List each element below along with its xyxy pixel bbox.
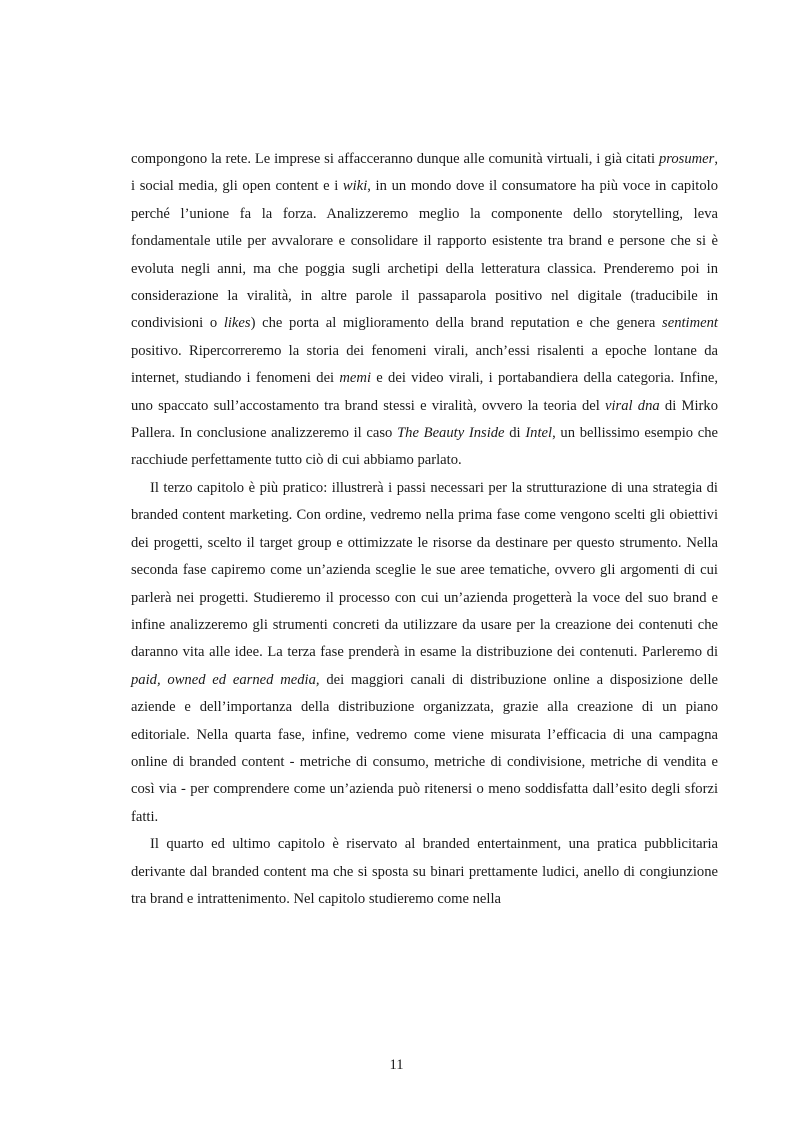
italic-text: sentiment	[662, 315, 718, 332]
text-run: , un bellissimo esempio che racchiude perfettamente tutto ciò di cui abbiamo parlato.	[131, 425, 718, 469]
text-run: di Mirko Pallera. In conclusione analizzeremo il caso	[131, 397, 718, 442]
italic-text: viral dna	[605, 397, 660, 414]
italic-text: Intel	[525, 425, 553, 442]
text-run: Il quarto ed ultimo capitolo è riservato al branded entertainment, una pratica pubblicitaria derivante dal branded content ma che si sposta su binari prettamente ludici, anello di congiunzione tra brand e intrattenimento. Nel capitolo studieremo come nella	[131, 836, 718, 907]
text-run: , in un mondo dove il consumatore ha più voce in capitolo perché l’unione fa la forza. Analizzeremo meglio la componente dello storytelling, leva fondamentale utile per avvalorare e consolidare il rapporto esistente tra brand e persone che si è evoluta negli anni, ma che poggia sugli archetipi della letteratura classica. Prenderemo poi in considerazione la viralità, in altre parole il passaparola positivo nel digitale (traducibile in condivisioni o	[131, 178, 718, 332]
italic-text: The Beauty Inside	[397, 425, 505, 442]
text-run: , i social media, gli open content e i	[131, 151, 718, 195]
italic-text: paid, owned ed earned media,	[131, 671, 320, 688]
page-number: 11	[389, 1057, 404, 1073]
italic-text: memi	[339, 370, 372, 387]
text-run: positivo. Ripercorreremo la storia dei fenomeni virali, anch’essi risalenti a epoche lontane da internet, studiando i fenomeni dei	[131, 342, 718, 387]
text-run: compongono la rete. Le imprese si affacceranno dunque alle comunità virtuali, i già citati	[131, 151, 659, 167]
text-run: ) che porta al miglioramento della brand reputation e che genera	[250, 315, 663, 332]
text-run: e dei video virali, i portabandiera della categoria. Infine, uno spaccato sull’accostamento tra brand stessi e viralità, ovvero la teoria del	[131, 370, 718, 414]
italic-text: prosumer	[658, 151, 715, 167]
paragraph-3	[131, 831, 718, 913]
italic-text: wiki	[342, 178, 368, 195]
paragraph-1	[131, 146, 718, 475]
text-run: Il terzo capitolo è più pratico: illustrerà i passi necessari per la strutturazione di una strategia di branded content marketing. Con ordine, vedremo nella prima fase come vengono scelti gli obiettivi dei progetti, scelto il target group e ottimizzate le risorse da destinare per questo strumento. Nella seconda fase capiremo come un’azienda sceglie le sue aree tematiche, ovvero gli argomenti di cui parlerà nei progetti. Studieremo il processo con cui un’azienda progetterà la voce del suo brand e infine analizzeremo gli strumenti concreti da utilizzare da usare per la creazione dei contenuti che daranno vita alle idee. La terza fase prenderà in esame la distribuzione dei contenuti. Parleremo di	[131, 479, 718, 661]
text-run: di	[504, 425, 526, 442]
paragraph-2	[131, 475, 718, 831]
italic-text: likes	[223, 315, 251, 332]
body-text	[131, 146, 718, 913]
text-run: dei maggiori canali di distribuzione online a disposizione delle aziende e dell’importanza della distribuzione organizzata, grazie alla creazione di un piano editoriale. Nella quarta fase, infine, vedremo come viene misurata l’efficacia di una campagna online di branded content - metriche di consumo, metriche di condivisione, metriche di vendita e così via - per comprendere come un’azienda può ritenersi o meno soddisfatta dall’esito degli sforzi fatti.	[131, 671, 718, 825]
